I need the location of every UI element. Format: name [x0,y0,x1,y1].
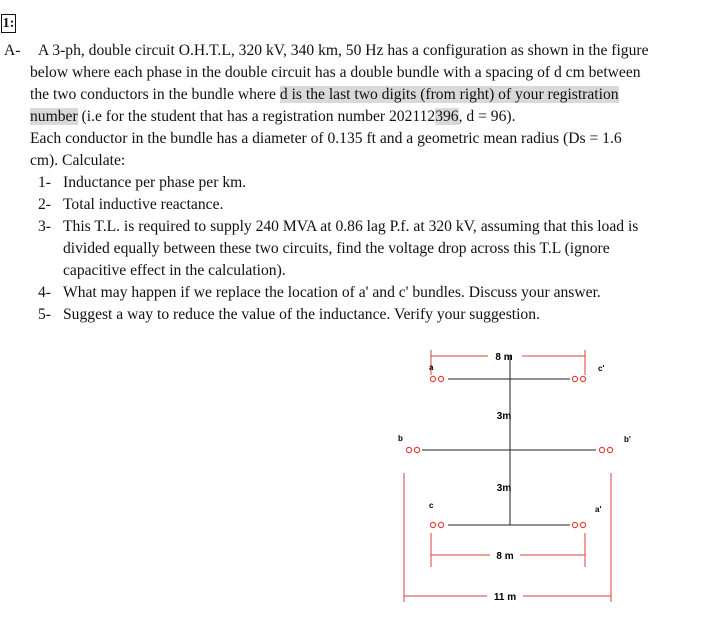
dim-bottom-outer-label: 11 m [493,592,517,603]
item-3-text: This T.L. is required to supply 240 MVA at 0.86 lag P.f. at 320 kV, assuming that this load is [63,218,639,235]
label-b: b [398,434,403,443]
item-3-text-line-3: capacitive effect in the calculation). [63,262,286,279]
dim-bottom-inner-label: 8 m [496,551,514,562]
conductor-c-1 [430,522,435,527]
part-label: A- [4,42,21,59]
tower-configuration-figure [390,345,650,612]
text-line-3-start: the two conductors in the bundle where [30,86,280,103]
dim-top-label: 8 m [495,352,513,363]
conductor-a-2 [438,376,443,381]
text-line-4 [30,106,515,128]
conductor-b-1 [406,447,411,452]
item-1-text: Inductance per phase per km. [63,174,247,191]
item-5-number: 5- [38,306,51,323]
conductor-a-prime-1 [572,522,577,527]
tower-diagram [390,345,650,607]
dim-v1-label: 3m [496,411,512,422]
conductor-c-prime-2 [580,376,585,381]
text-line-5: Each conductor in the bundle has a diameter of 0.135 ft and a geometric mean radius (Ds = 1.6 [30,130,622,147]
item-2-number: 2- [38,196,51,213]
label-a: a [429,363,434,372]
item-3-text-line-2: divided equally between these two circuits, find the voltage drop across this T.L (ignore [63,240,610,257]
item-5-text: Suggest a way to reduce the value of the inductance. Verify your suggestion. [63,306,540,323]
item-4-number: 4- [38,284,51,301]
label-a-prime: a' [595,505,602,514]
conductor-a-prime-2 [580,522,585,527]
conductor-b-prime-2 [607,447,612,452]
item-2-text: Total inductive reactance. [63,196,224,213]
conductor-b-2 [414,447,419,452]
text-line-4-end: , d = 96). [458,108,516,125]
highlight-registration: d is the last two digits (from right) of your registration [279,86,619,103]
item-3-number: 3- [38,218,51,235]
label-c-prime: c' [598,364,605,373]
item-4-text: What may happen if we replace the location of a' and c' bundles. Discuss your answer. [63,284,601,301]
label-b-prime: b' [624,435,631,444]
text-line-4-mid: (i.e for the student that has a registration number 202112 [77,108,436,125]
label-c: c [429,501,434,510]
question-number-box: 1: [2,16,15,31]
highlight-number: number [30,108,78,125]
text-line-1: A 3-ph, double circuit O.H.T.L, 320 kV, 340 km, 50 Hz has a configuration as shown in the figure [38,42,649,59]
conductor-a-1 [430,376,435,381]
conductor-c-2 [438,522,443,527]
dim-v2-label: 3m [496,483,512,494]
item-1-number: 1- [38,174,51,191]
text-line-6: cm). Calculate: [30,152,126,169]
conductor-c-prime-1 [572,376,577,381]
conductor-b-prime-1 [599,447,604,452]
text-line-2: below where each phase in the double circuit has a double bundle with a spacing of d cm between [30,64,641,81]
highlight-digits: 396 [435,108,459,125]
text-line-3 [30,84,619,106]
